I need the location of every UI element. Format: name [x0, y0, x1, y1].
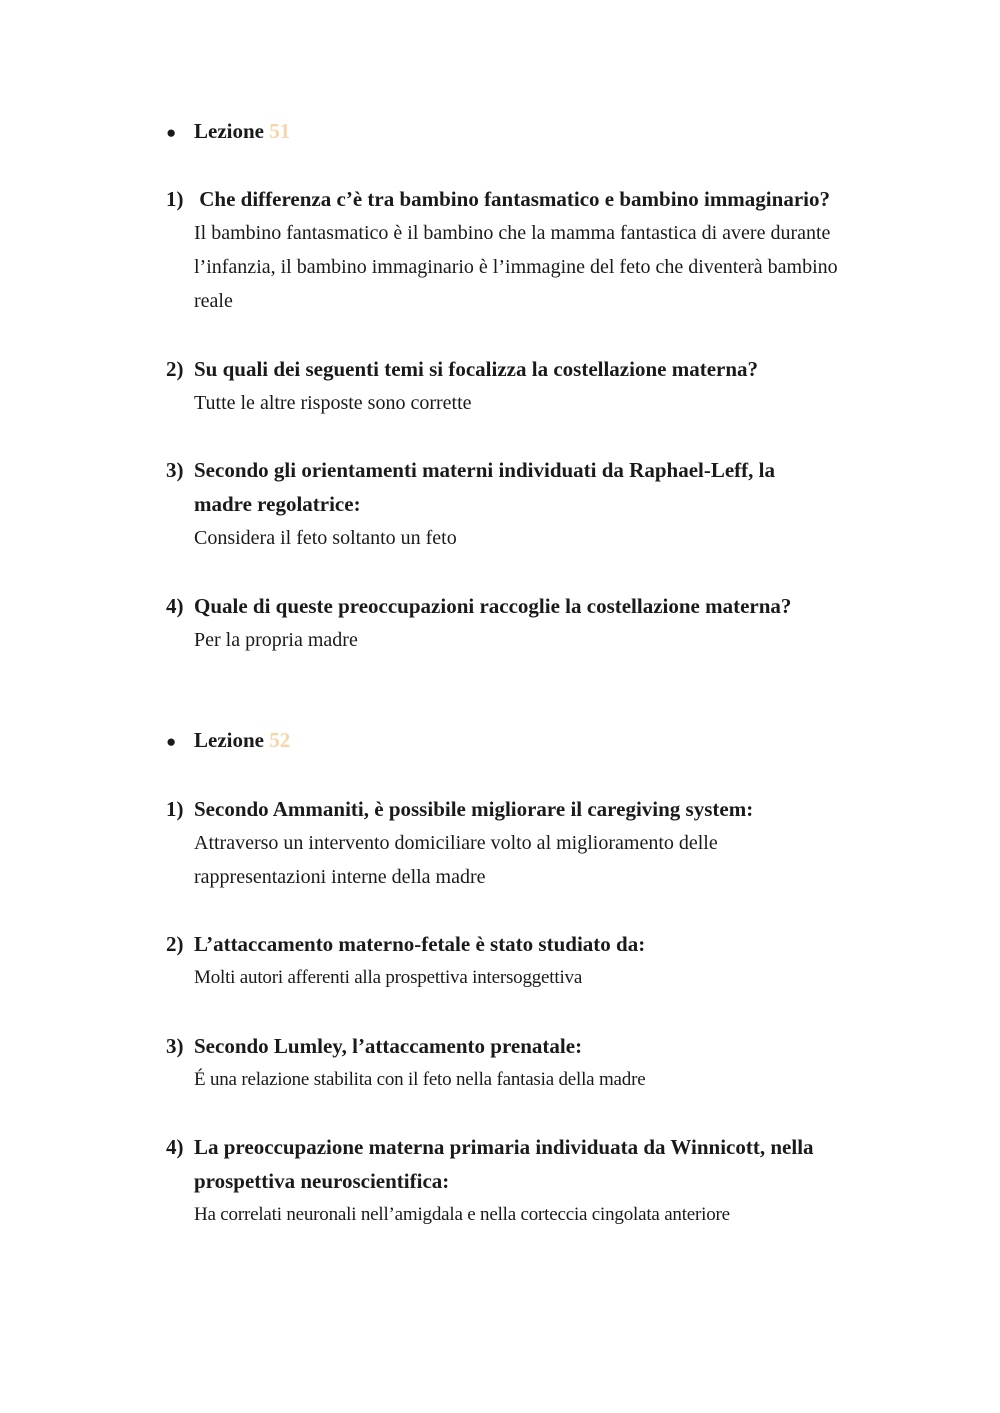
answer-text: Molti autori afferenti alla prospettiva intersoggettiva: [194, 967, 583, 988]
question-block: [166, 182, 886, 318]
lesson-label: Lezione: [194, 728, 264, 752]
question-text: Su quali dei seguenti temi si focalizza la costellazione materna?: [194, 357, 759, 381]
answer-text: Tutte le altre risposte sono corrette: [194, 392, 472, 414]
question-number: 2): [166, 357, 184, 381]
answer-text: Considera il feto soltanto un feto: [194, 527, 457, 549]
question-text: L’attaccamento materno-fetale è stato studiato da:: [194, 932, 646, 956]
question-block: [166, 1029, 886, 1097]
question-number: 1): [166, 797, 184, 821]
question-block: [166, 352, 886, 420]
question-block: [166, 792, 886, 894]
lesson-label: Lezione: [194, 119, 264, 143]
bullet-icon: ●: [166, 123, 177, 142]
question-number: 2): [166, 932, 184, 956]
answer-text: Ha correlati neuronali nell’amigdala e nella corteccia cingolata anteriore: [194, 1204, 730, 1225]
lesson-number: 51: [269, 119, 291, 143]
answer-text: É una relazione stabilita con il feto nella fantasia della madre: [194, 1069, 646, 1090]
question-text: Secondo Ammaniti, è possibile migliorare il caregiving system:: [194, 797, 754, 821]
lesson-number: 52: [269, 728, 291, 752]
question-number: 3): [166, 458, 184, 482]
question-number: 4): [166, 594, 184, 618]
answer-text: Attraverso un intervento domiciliare volto al miglioramento delle rappresentazioni interne della madre: [194, 832, 718, 888]
answer-text: Il bambino fantasmatico è il bambino che la mamma fantastica di avere durante l’infanzia, il bambino immaginario è l’immagine del feto che diventerà bambino reale: [194, 222, 838, 312]
answer-text: Per la propria madre: [194, 629, 358, 651]
question-text: Quale di queste preoccupazioni raccoglie la costellazione materna?: [194, 594, 792, 618]
question-text: Che differenza c’è tra bambino fantasmatico e bambino immaginario?: [194, 187, 830, 211]
question-number: 1): [166, 187, 184, 211]
question-number: 3): [166, 1034, 184, 1058]
question-number: 4): [166, 1135, 184, 1159]
question-block: [166, 453, 886, 555]
question-text: La preoccupazione materna primaria individuata da Winnicott, nella prospettiva neuroscientifica:: [194, 1135, 814, 1193]
question-block: [166, 589, 886, 657]
lesson-heading-52: [166, 726, 290, 756]
question-text: Secondo gli orientamenti materni individuati da Raphael-Leff, la madre regolatrice:: [194, 458, 776, 516]
question-text: Secondo Lumley, l’attaccamento prenatale:: [194, 1034, 583, 1058]
question-block: [166, 927, 886, 995]
question-block: [166, 1130, 886, 1232]
bullet-icon: ●: [166, 732, 177, 751]
lesson-heading-51: [166, 117, 290, 147]
